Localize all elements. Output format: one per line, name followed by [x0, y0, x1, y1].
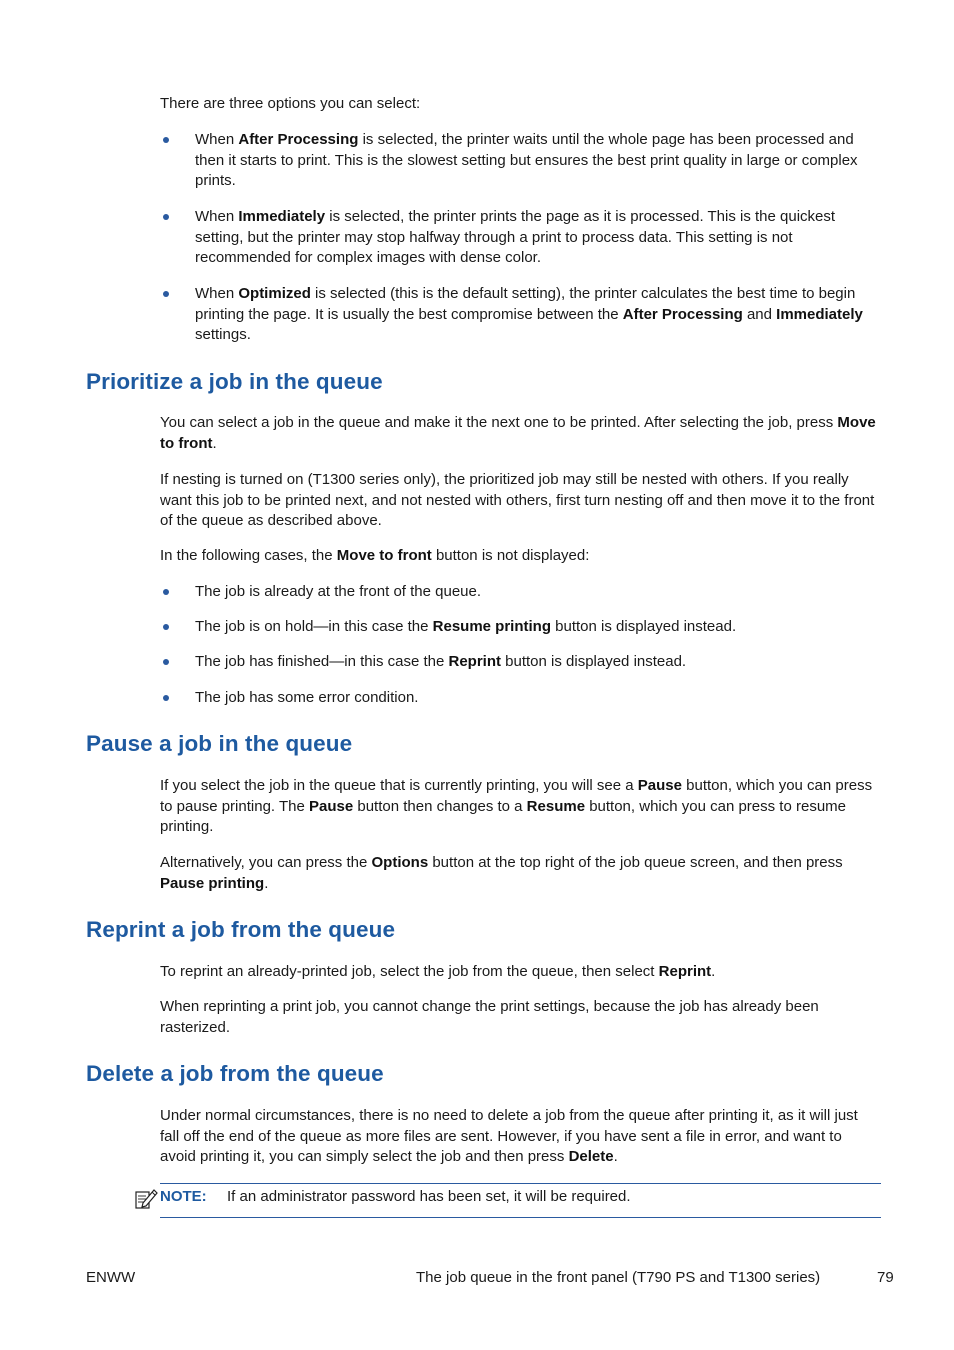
section-heading-prioritize: Prioritize a job in the queue [86, 369, 383, 394]
paragraph: Under normal circumstances, there is no need to delete a job from the queue after printing it, as it will just fall off the end of the queue as more files are sent. However, if you have sent a file in error, and want to avoid printing it, you can simply select the job and then press Delete. [160, 1107, 858, 1166]
paragraph: If nesting is turned on (T1300 series only), the prioritized job may still be nested with others. If you really want this job to be printed next, and not nested with others, first turn nesting off and then move it to the front of the queue as described above. [160, 471, 875, 530]
note-text: If an administrator password has been set, it will be required. [227, 1188, 631, 1205]
bullet-dot-icon [163, 291, 169, 297]
paragraph: To reprint an already-printed job, select the job from the queue, then select Reprint. [160, 963, 716, 980]
section-heading-reprint: Reprint a job from the queue [86, 917, 396, 942]
list-item-text: The job has some error condition. [195, 689, 419, 706]
bullet-dot-icon [163, 695, 169, 701]
section-heading-pause: Pause a job in the queue [86, 731, 353, 756]
bullet-dot-icon [163, 137, 169, 143]
intro-text: There are three options you can select: [160, 95, 421, 112]
paragraph: If you select the job in the queue that is currently printing, you will see a Pause button, which you can press to pause printing. The Pause button then changes to a Resume button, which you can press to resume printing. [160, 777, 873, 836]
note-box [160, 1183, 881, 1218]
section-heading-delete: Delete a job from the queue [86, 1061, 384, 1086]
note-label: NOTE: [160, 1188, 207, 1205]
note-pencil-icon [134, 1186, 158, 1210]
footer-title: The job queue in the front panel (T790 PS and T1300 series) [416, 1269, 821, 1286]
paragraph: You can select a job in the queue and make it the next one to be printed. After selecting the job, press Move to front. [160, 414, 876, 452]
bullet-dot-icon [163, 624, 169, 630]
list-item-text: When After Processing is selected, the printer waits until the whole page has been processed and then it starts to print. This is the slowest setting but ensures the best print quality in large or complex prints. [195, 131, 858, 190]
list-item-text: The job is on hold—in this case the Resume printing button is displayed instead. [195, 618, 737, 635]
paragraph: When reprinting a print job, you cannot change the print settings, because the job has already been rasterized. [160, 998, 819, 1036]
list-item-text: The job has finished—in this case the Reprint button is displayed instead. [195, 653, 687, 670]
page-number: 79 [877, 1269, 894, 1286]
bullet-dot-icon [163, 589, 169, 595]
bullet-dot-icon [163, 659, 169, 665]
list-item-text: When Optimized is selected (this is the default setting), the printer calculates the best time to begin printing the page. It is usually the best compromise between the After Processing and Immediately settings. [195, 285, 863, 344]
bullet-dot-icon [163, 214, 169, 220]
list-item-text: When Immediately is selected, the printer prints the page as it is processed. This is the quickest setting, but the printer may stop halfway through a print to process data. This setting is not recommended for complex images with dense color. [195, 208, 836, 267]
list-item-text: The job is already at the front of the queue. [195, 583, 482, 600]
footer-left: ENWW [86, 1269, 136, 1286]
paragraph: In the following cases, the Move to front button is not displayed: [160, 547, 590, 564]
paragraph: Alternatively, you can press the Options button at the top right of the job queue screen, and then press Pause printing. [160, 854, 843, 892]
